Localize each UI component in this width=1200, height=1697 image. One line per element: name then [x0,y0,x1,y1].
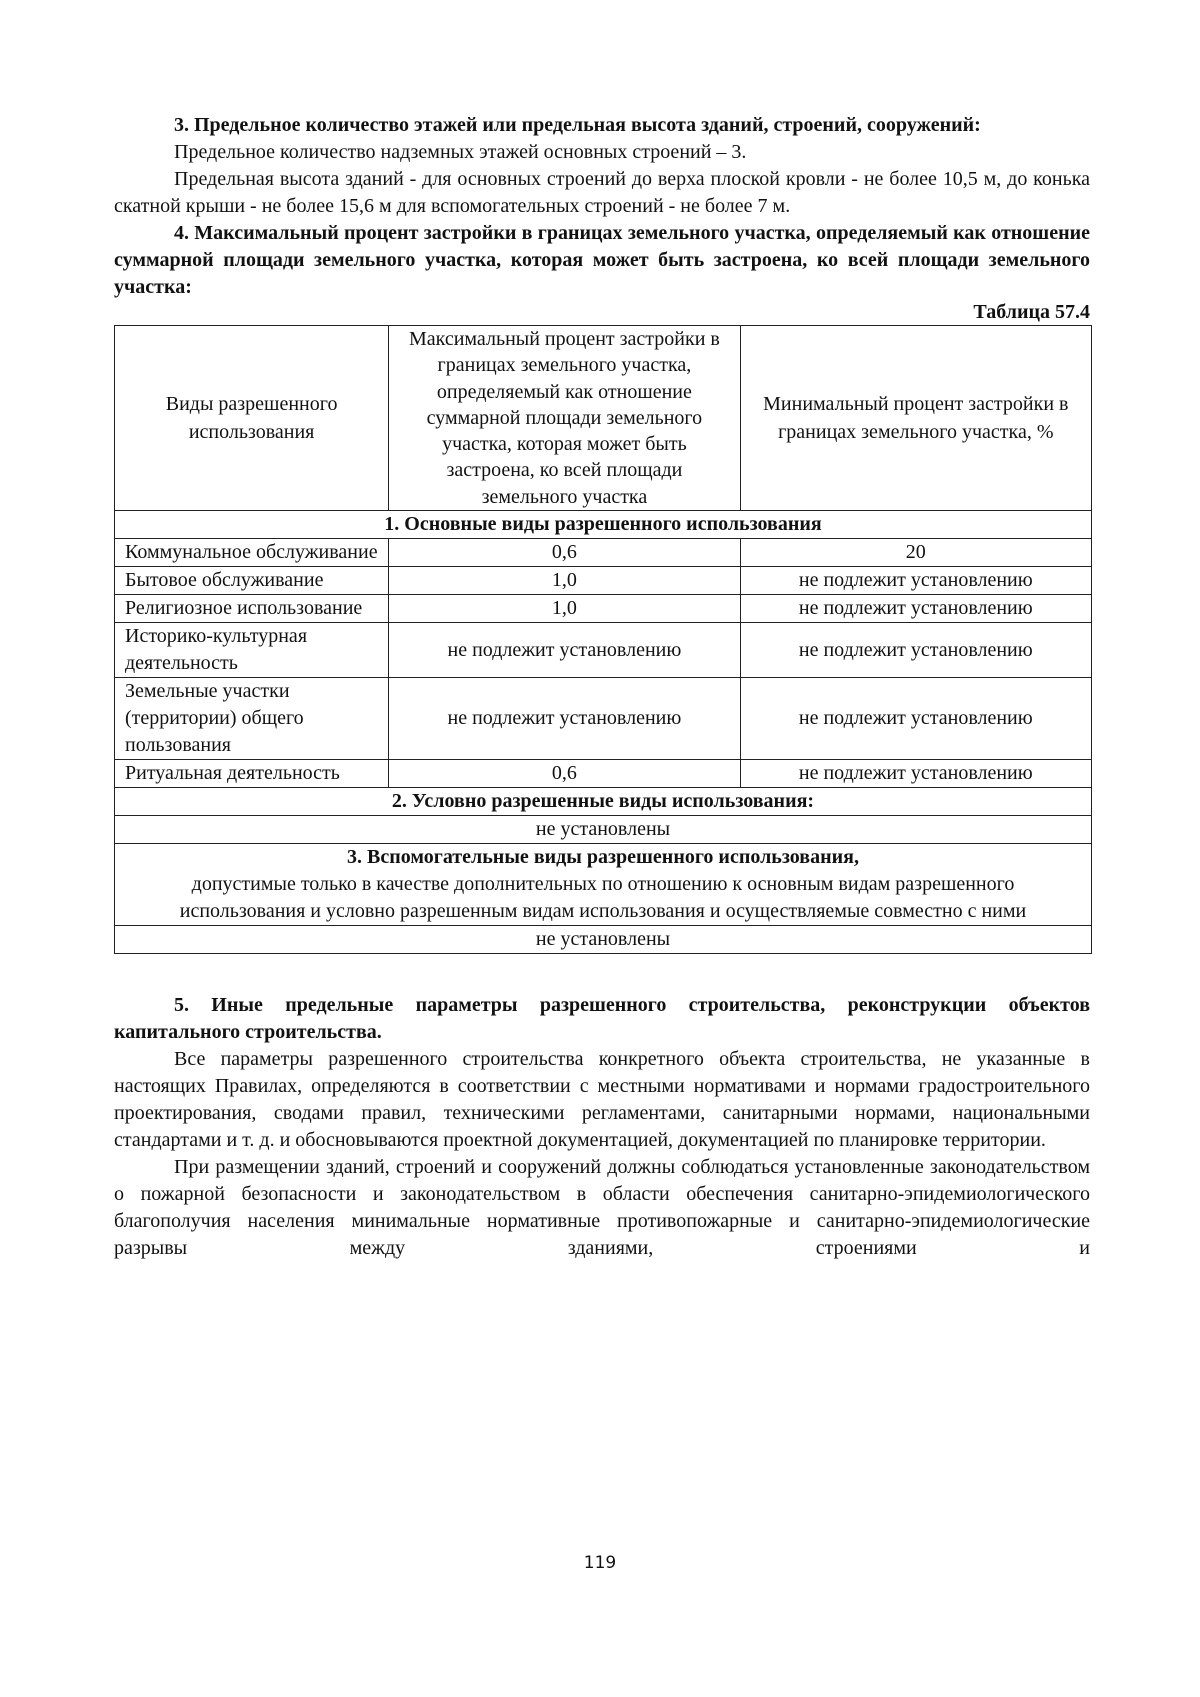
table-caption: Таблица 57.4 [973,301,1090,323]
row-max: 0,6 [389,539,740,567]
group-row [115,788,1092,816]
table-row [115,539,1092,567]
row-max: 0,6 [389,760,740,788]
section-5-paragraph-1: Все параметры разрешенного строительства конкретного объекта строительства, не указанные в настоящих Правилах, определяются в соответствии с местными нормативами и нормами градостроительного проектирования, сводами правил, техническими регламентами, санитарными нормами, национальными стандартами и т. д. и обосновываются проектной документацией, документацией по планировке территории. [114,1048,1090,1152]
table-header-row [115,326,1092,511]
group-1-title: 1. Основные виды разрешенного использования [115,511,1092,539]
row-min: не подлежит установлению [740,623,1091,678]
group-3-subtitle: допустимые только в качестве дополнительных по отношению к основным видам разрешенного использования и условно разрешенным видам использования и осуществляемые совместно с ними [179,873,1027,923]
spacer [114,954,1090,992]
group-3-cell [115,844,1092,926]
section-5-heading: 5. Иные предельные параметры разрешенного строительства, реконструкции объектов капитального строительства. [114,994,1090,1044]
group-value-row [115,926,1092,954]
table-row [115,760,1092,788]
row-use: Бытовое обслуживание [115,567,389,595]
document-page [114,112,1090,1262]
header-max-percent: Максимальный процент застройки в границах земельного участка, определяемый как отношение суммарной площади земельного участка, которая может быть застроена, ко всей площади земельного участка [389,326,740,511]
header-min-percent: Минимальный процент застройки в границах земельного участка, % [740,326,1091,511]
table-row [115,595,1092,623]
row-min: не подлежит установлению [740,760,1091,788]
group-row [115,844,1092,926]
table-row [115,678,1092,760]
row-max: 1,0 [389,595,740,623]
section-4-heading: 4. Максимальный процент застройки в границах земельного участка, определяемый как отношение суммарной площади земельного участка, которая может быть застроена, ко всей площади земельного участка: [114,222,1090,298]
page-number: 119 [583,1553,617,1573]
group-3-title: 3. Вспомогательные виды разрешенного использования, [347,846,859,869]
group-row [115,511,1092,539]
header-use-type: Виды разрешенного использования [115,326,389,511]
table-row [115,623,1092,678]
section-3-paragraph-1: Предельное количество надземных этажей основных строений – 3. [174,141,747,163]
group-2-title: 2. Условно разрешенные виды использования: [115,788,1092,816]
section-3-heading: 3. Предельное количество этажей или предельная высота зданий, строений, сооружений: [174,114,981,136]
row-min: 20 [740,539,1091,567]
building-density-table [114,325,1092,954]
row-use: Ритуальная деятельность [115,760,389,788]
row-min: не подлежит установлению [740,678,1091,760]
group-value-row [115,816,1092,844]
row-max: не подлежит установлению [389,623,740,678]
group-2-value: не установлены [115,816,1092,844]
row-min: не подлежит установлению [740,595,1091,623]
row-use: Земельные участки (территории) общего пользования [115,678,389,760]
section-5-paragraph-2: При размещении зданий, строений и сооружений должны соблюдаться установленные законодательством о пожарной безопасности и законодательством в области обеспечения санитарно-эпидемиологического благополучия населения минимальные нормативные противопожарные и санитарно-эпидемиологические разрывы между зданиями, строениями и [114,1156,1090,1260]
row-use: Религиозное использование [115,595,389,623]
row-use: Историко-культурная деятельность [115,623,389,678]
section-3-paragraph-2: Предельная высота зданий - для основных строений до верха плоской кровли - не более 10,5 м, до конька скатной крыши - не более 15,6 м для вспомогательных строений - не более 7 м. [114,168,1090,217]
row-min: не подлежит установлению [740,567,1091,595]
row-max: не подлежит установлению [389,678,740,760]
row-use: Коммунальное обслуживание [115,539,389,567]
row-max: 1,0 [389,567,740,595]
group-3-value: не установлены [115,926,1092,954]
table-row [115,567,1092,595]
